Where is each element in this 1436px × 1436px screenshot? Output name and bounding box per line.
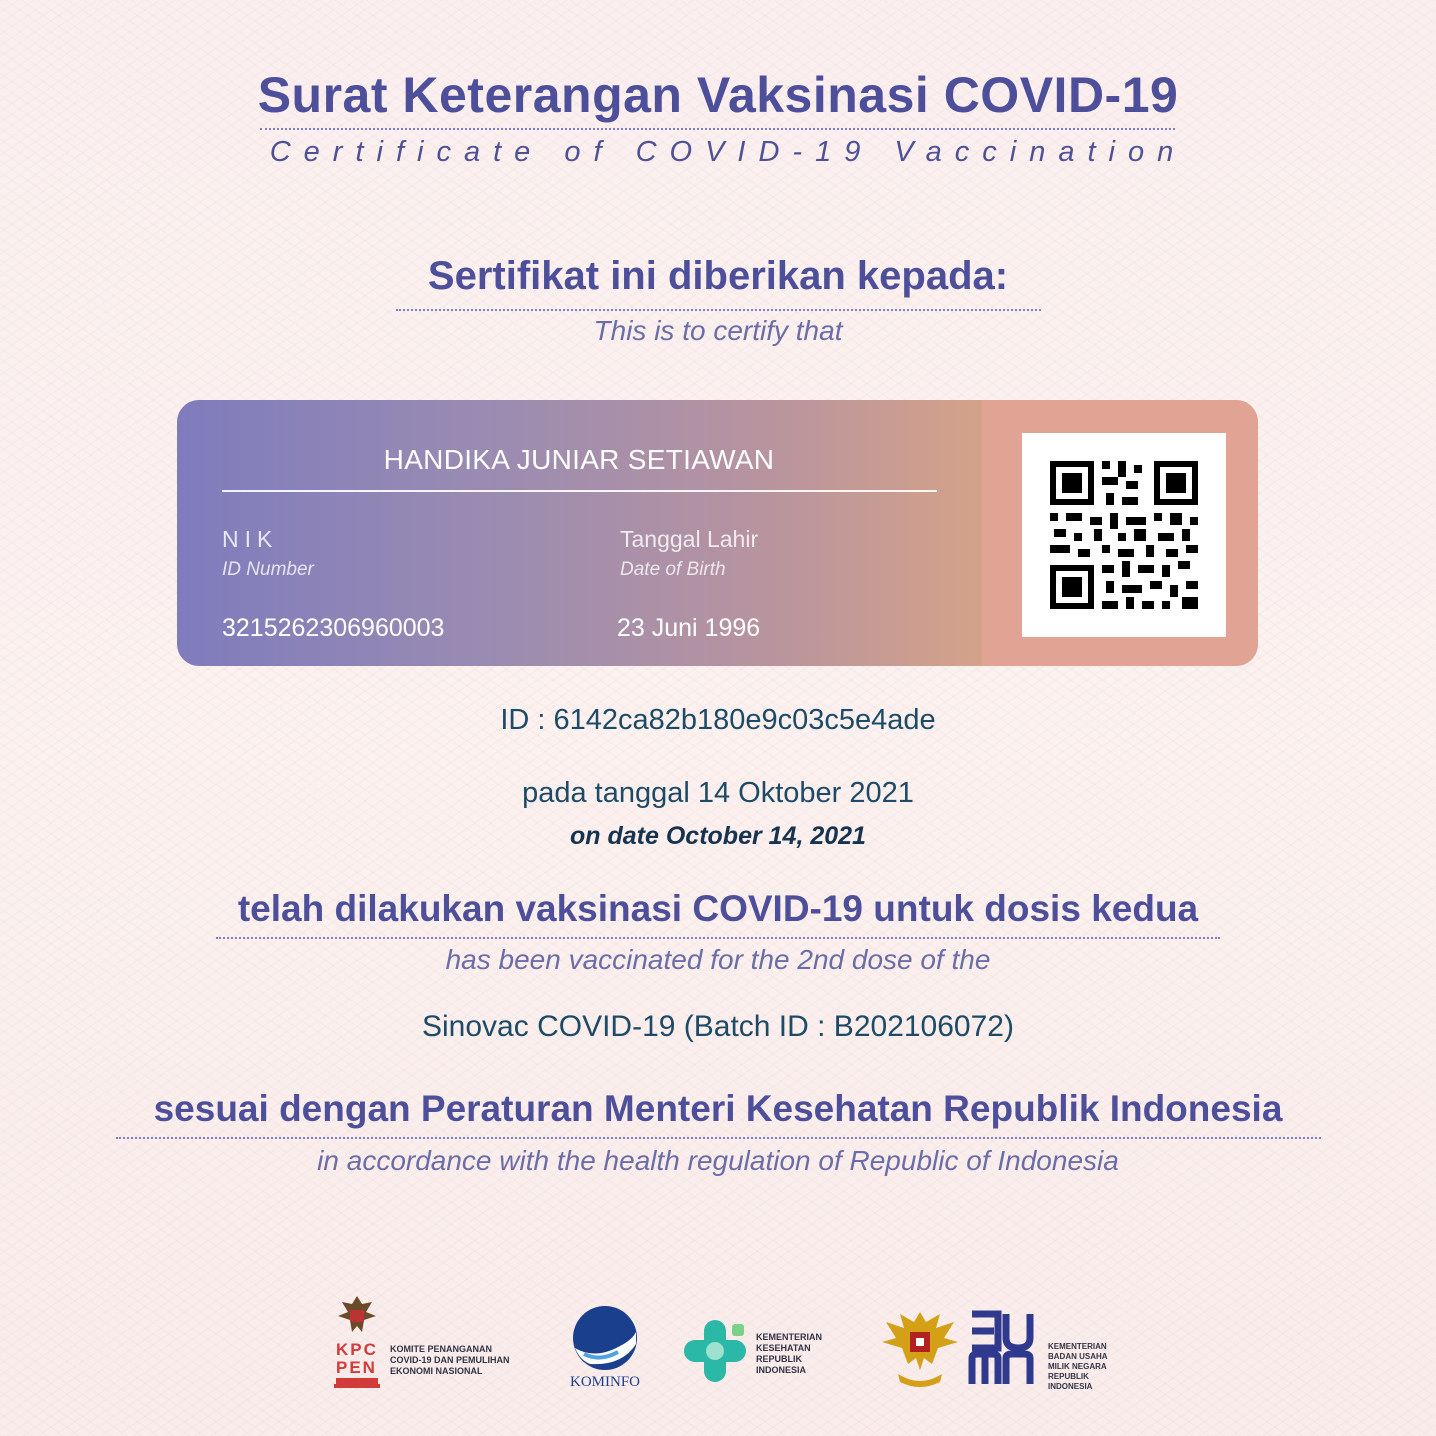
title-divider xyxy=(260,128,1175,130)
bumn-line-1: KEMENTERIAN xyxy=(1048,1342,1107,1351)
certificate-subtitle: Certificate of COVID-19 Vaccination xyxy=(269,136,1187,168)
dob-label: Tanggal Lahir xyxy=(620,526,759,552)
bumn-line-3: MILIK NEGARA xyxy=(1048,1362,1107,1371)
nik-sublabel: ID Number xyxy=(222,559,314,580)
given-to-subheading: This is to certify that xyxy=(593,315,843,346)
kpcpen-logo xyxy=(332,1292,532,1392)
qr-code-icon xyxy=(1022,433,1226,637)
bumn-line-4: REPUBLIK xyxy=(1048,1372,1089,1381)
kpcpen-abbr-bottom: PEN xyxy=(336,1358,377,1377)
regulation-heading: sesuai dengan Peraturan Menteri Kesehatan Republik Indonesia xyxy=(153,1088,1283,1129)
kominfo-label: KOMINFO xyxy=(569,1374,640,1390)
bumn-line-2: BADAN USAHA xyxy=(1048,1352,1108,1361)
regulation-subheading: in accordance with the health regulation of Republic of Indonesia xyxy=(317,1145,1119,1176)
kemenkes-line-3: REPUBLIK xyxy=(756,1354,803,1364)
vaccination-date-en: on date October 14, 2021 xyxy=(570,822,866,850)
certificate-id: ID : 6142ca82b180e9c03c5e4ade xyxy=(500,704,936,736)
kemenkes-line-2: KESEHATAN xyxy=(756,1343,811,1353)
regulation-divider xyxy=(116,1137,1321,1139)
kemenkes-line-4: INDONESIA xyxy=(756,1365,807,1375)
kemenkes-line-1: KEMENTERIAN xyxy=(756,1332,823,1342)
dose-heading: telah dilakukan vaksinasi COVID-19 untuk dosis kedua xyxy=(237,888,1199,929)
kemenkes-logo xyxy=(682,1318,842,1388)
kemenkes-emblem-icon xyxy=(682,1318,748,1384)
nik-label: NIK xyxy=(222,526,279,552)
identity-card xyxy=(177,400,1258,666)
kpcpen-line-1: KOMITE PENANGANAN xyxy=(390,1344,493,1354)
kpcpen-line-3: EKONOMI NASIONAL xyxy=(390,1366,483,1376)
holder-name: HANDIKA JUNIAR SETIAWAN xyxy=(383,444,775,475)
dob-value: 23 Juni 1996 xyxy=(617,614,761,642)
dose-subheading: has been vaccinated for the 2nd dose of the xyxy=(445,944,991,975)
kpcpen-abbr-top: KPC xyxy=(336,1340,378,1359)
bumn-emblem-icon xyxy=(968,1308,1038,1388)
bumn-line-5: INDONESIA xyxy=(1048,1382,1093,1391)
kpcpen-line-2: COVID-19 DAN PEMULIHAN xyxy=(390,1355,510,1365)
name-divider xyxy=(222,490,937,492)
vaccine-batch: Sinovac COVID-19 (Batch ID : B202106072) xyxy=(422,1010,1014,1043)
given-to-divider xyxy=(396,309,1041,311)
bumn-logo xyxy=(968,1308,1108,1392)
dob-sublabel: Date of Birth xyxy=(620,559,726,580)
given-to-heading: Sertifikat ini diberikan kepada: xyxy=(427,254,1009,298)
certificate-title: Surat Keterangan Vaksinasi COVID-19 xyxy=(257,67,1179,123)
kominfo-logo xyxy=(560,1304,650,1394)
vaccination-date: pada tanggal 14 Oktober 2021 xyxy=(522,777,914,809)
garuda-icon xyxy=(880,1308,960,1392)
garuda-pancasila-logo xyxy=(880,1308,960,1392)
qr-code[interactable] xyxy=(1022,433,1226,637)
nik-value: 3215262306960003 xyxy=(222,614,445,642)
dose-divider xyxy=(216,937,1220,939)
kominfo-emblem-icon xyxy=(560,1304,650,1374)
